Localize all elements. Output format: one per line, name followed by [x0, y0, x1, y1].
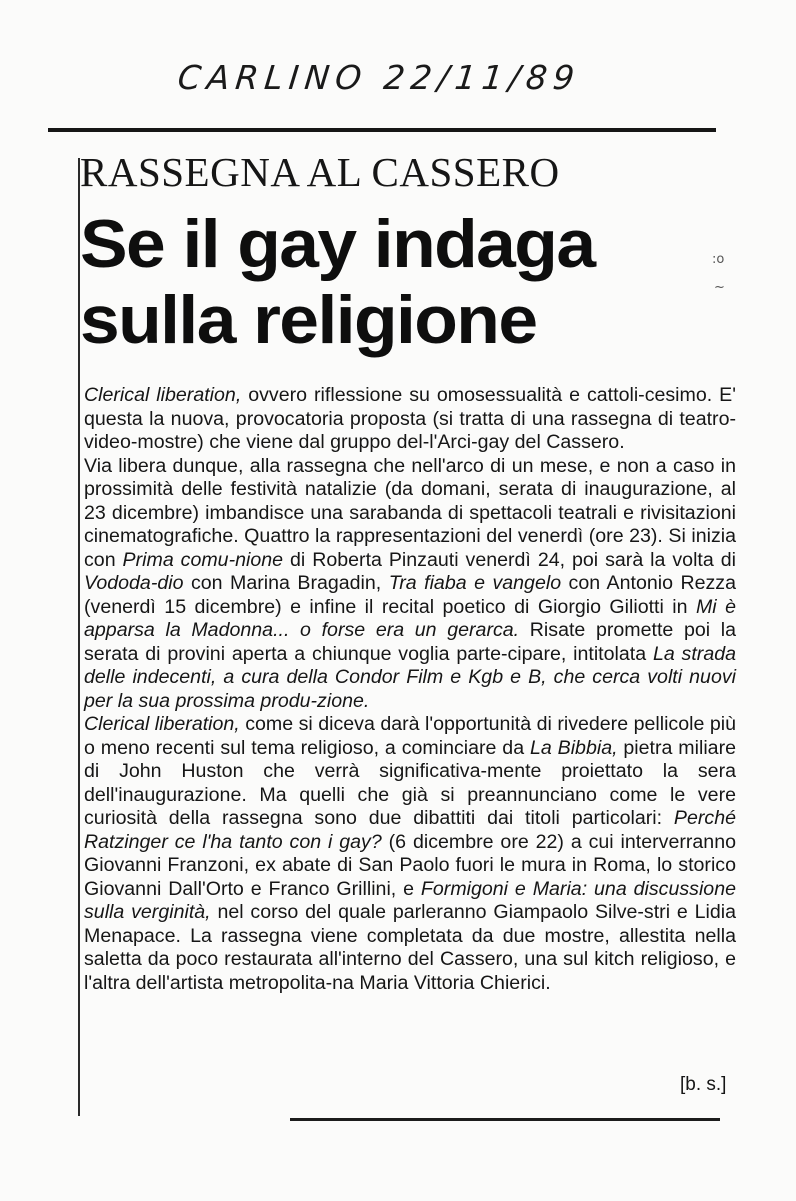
italic-text-run: Perché Ratzinger ce l'ha tanto con i gay?	[84, 807, 736, 853]
article-kicker: RASSEGNA AL CASSERO	[80, 149, 560, 195]
italic-text-run: Vododa-dio	[84, 572, 184, 594]
italic-text-run: La strada delle indecenti, a cura della Condor Film e Kgb e B, che cerca volti nuovi per la sua prossima produ-zione.	[84, 642, 737, 712]
left-rule-lower	[78, 826, 80, 1116]
margin-scan-mark: :o	[712, 252, 725, 267]
italic-text-run: La Bibbia,	[529, 736, 618, 759]
text-run: ovvero riflessione su omosessualità e cattoli-cesimo. E' questa la nuova, provocatoria proposta (si tratta di una rassegna di teatro-video-mostre) che viene dal gruppo del-l'Arci-gay del Cassero.	[84, 384, 736, 453]
text-run: Via libera dunque, alla rassegna che nell'arco di un mese, e non a caso in prossimità delle festività natalizie (da domani, serata di inaugurazione, al 23 dicembre) imbandisce una sarabanda di spettacoli teatrali e rivisitazioni cinematografiche. Quattro la rappresentazioni del venerdì (ore 23). Si inizia con	[84, 454, 736, 571]
paragraph-3	[84, 713, 736, 995]
text-run: nel corso del quale parleranno Giampaolo Silve-stri e Lidia Menapace. La rassegna viene completata da due mostre, allestita nella saletta da poco restaurata all'interno del Cassero, una sul kitch religioso, e l'altra dell'artista metropolita-na Maria Vittoria Chierici.	[84, 901, 736, 994]
article-body	[84, 384, 736, 995]
text-run: come si diceva darà l'opportunità di rivedere pellicole più o meno recenti sul tema religioso, a cominciare da	[84, 713, 736, 759]
italic-text-run: Clerical liberation,	[84, 384, 242, 406]
text-run: Risate promette poi la serata di provini aperta a chiunque voglia parte-cipare, intitolata	[84, 619, 736, 665]
handwritten-source-note: CARLINO 22/11/89	[175, 58, 583, 97]
headline-line-1: Se il gay indaga	[80, 206, 595, 282]
headline-line-2: sulla religione	[80, 282, 537, 358]
paragraph-2	[84, 455, 736, 714]
italic-text-run: Mi è apparsa la Madonna... o forse era un gerarca.	[84, 595, 736, 641]
text-run: pietra miliare di John Huston che verrà significativa-mente proiettato la sera dell'inaugurazione. Ma quelli che già si preannunciano come le vere curiosità della rassegna sono due dibattiti dai titoli particolari:	[84, 736, 736, 829]
bottom-rule	[290, 1118, 720, 1121]
paragraph-1	[84, 384, 736, 455]
italic-text-run: Tra fiaba e vangelo	[388, 572, 562, 594]
text-run: di Roberta Pinzauti venerdì 24, poi sarà la volta di	[283, 548, 736, 571]
italic-text-run: Clerical liberation,	[84, 713, 240, 735]
article-headline	[80, 206, 731, 358]
text-run: con Antonio Rezza (venerdì 15 dicembre) e infine il recital poetico di Giorgio Giliotti in	[84, 572, 736, 618]
text-run: (6 dicembre ore 22) a cui interverranno Giovanni Franzoni, ex abate di San Paolo fuori le mura in Roma, lo storico Giovanni Dall'Orto e Franco Grillini, e	[84, 830, 736, 900]
margin-scan-mark: ~	[714, 280, 725, 295]
article-byline: [b. s.]	[680, 1074, 727, 1095]
italic-text-run: Prima comu-nione	[122, 548, 284, 571]
text-run: con Marina Bragadin,	[183, 572, 389, 594]
italic-text-run: Formigoni e Maria: una discussione sulla verginità,	[84, 877, 736, 923]
top-rule	[48, 128, 716, 132]
